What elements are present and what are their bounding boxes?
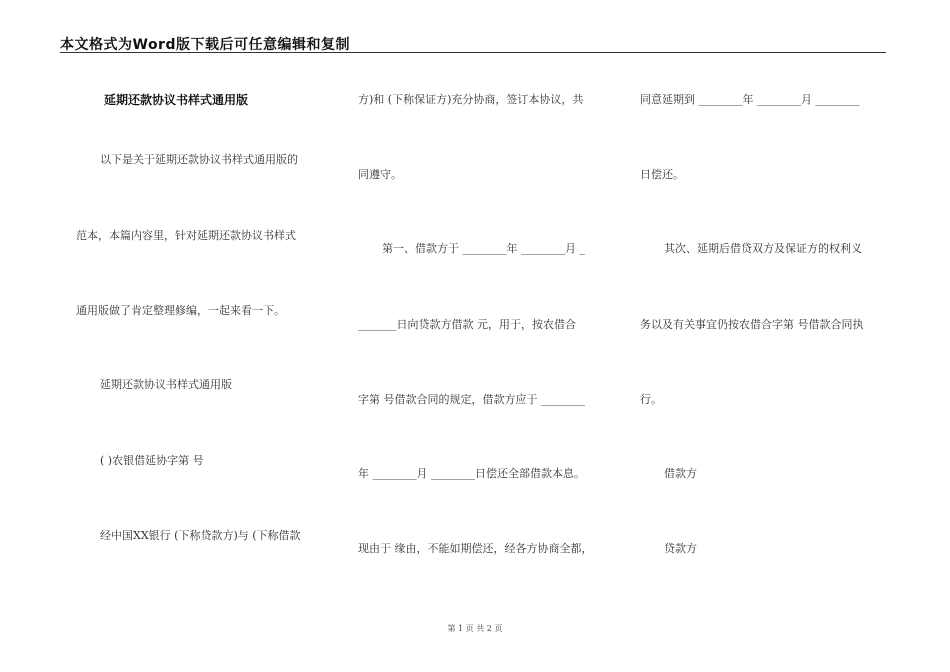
text-line: 第一、借款方于 ________年 ________月 _ [382,242,585,255]
text-line: 行。 [640,393,662,406]
text-column-3 [640,0,890,672]
text-line: 方)和 (下称保证方)充分协商，签订本协议，共 [358,93,584,106]
text-column-1 [76,0,326,672]
text-line: 范本，本篇内容里，针对延期还款协议书样式 [76,229,296,242]
text-line: 通用版做了肯定整理修编，一起来看一下。 [76,304,285,317]
signature-label-borrower: 借款方 [664,467,697,480]
document-header: 本文格式为Word版下载后可任意编辑和复制 [60,37,350,53]
text-column-2 [358,0,608,672]
document-title: 延期还款协议书样式通用版 [104,93,249,107]
text-line: 延期还款协议书样式通用版 [100,378,232,391]
text-line: 经中国XX银行 (下称贷款方)与 (下称借款 [100,529,301,542]
page-number: 第 1 页 共 2 页 [447,624,503,633]
text-line: 以下是关于延期还款协议书样式通用版的 [100,153,298,166]
text-line: 年 ________月 ________日偿还全部借款本息。 [358,467,585,480]
text-line: 同遵守。 [358,168,402,181]
text-line: 务以及有关事宜仍按农借合字第 号借款合同执 [640,318,864,331]
text-line: 其次、延期后借贷双方及保证方的权利义 [664,242,862,255]
text-line: ( )农银借延协字第 号 [100,454,204,467]
text-line: 字第 号借款合同的规定，借款方应于 ________ [358,393,585,406]
text-line: 现由于 缘由，不能如期偿还，经各方协商全都， [358,542,593,555]
text-line: _______日向贷款方借款 元，用于，按农借合 [358,318,576,331]
text-line: 日偿还。 [640,168,684,181]
signature-label-lender: 贷款方 [664,542,697,555]
text-line: 同意延期到 ________年 ________月 ________ [640,93,860,106]
